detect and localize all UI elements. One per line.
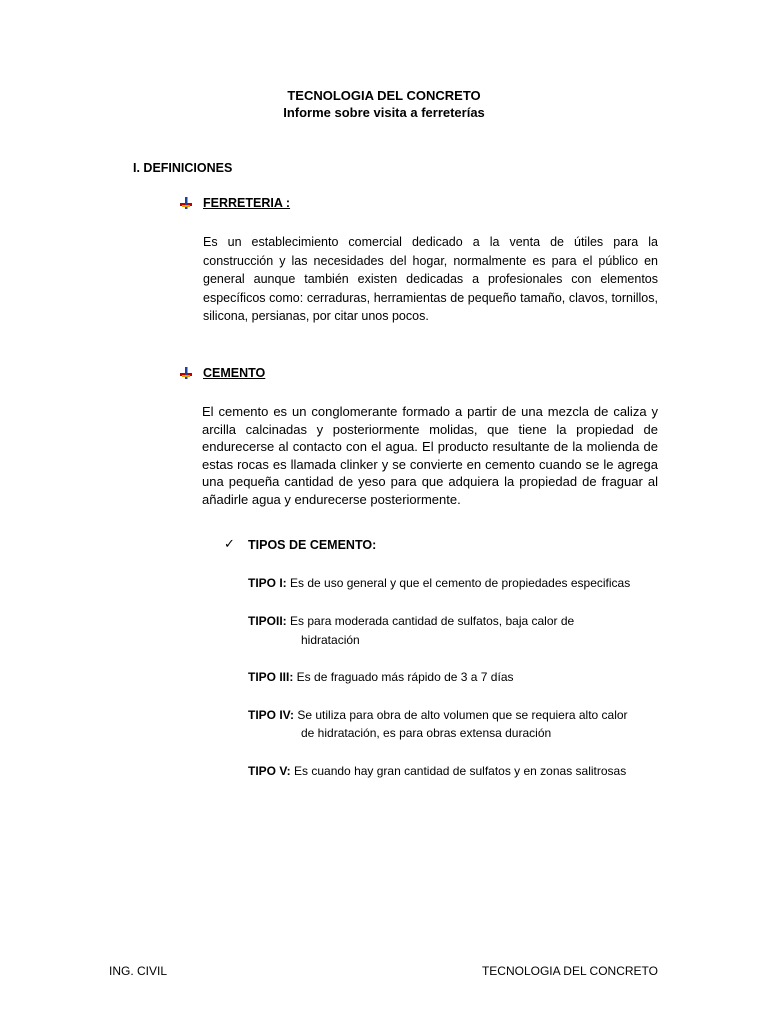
tipo-item: TIPO V: Es cuando hay gran cantidad de sulfatos y en zonas salitrosas (248, 764, 627, 778)
document-title: TECNOLOGIA DEL CONCRETO (287, 88, 481, 103)
cemento-label: CEMENTO (203, 366, 266, 380)
cemento-paragraph: El cemento es un conglomerante formado a partir de una mezcla de caliza y arcilla calcinadas y posteriormente molidas, que tiene la propiedad de endurecerse al contacto con el agua. El producto resultante de la molienda de estas rocas es llamada clinker y se convierte en cemento cuando se le agrega una pequeña cantidad de yeso para que adquiera la propiedad de fraguar al añadirle agua y endurecerse posteriormente. (202, 404, 658, 507)
bullet-icon (179, 366, 193, 380)
ferreteria-paragraph: Es un establecimiento comercial dedicado a la venta de útiles para la construcción y las necesidades del hogar, normalmente es para el público en general aunque también existen dedicadas a profesionales con elementos específicos como: cerraduras, herramientas de pequeño tamaño, clavos, tornillos, silicona, persianas, por citar unos pocos. (203, 235, 658, 323)
document-subtitle: Informe sobre visita a ferreterías (283, 105, 485, 120)
tipo-item-continuation: hidratación (301, 633, 360, 647)
check-icon: ✓ (224, 536, 235, 551)
section-heading: I. DEFINICIONES (133, 161, 233, 175)
tipo-item: TIPO III: Es de fraguado más rápido de 3 a 7 días (248, 670, 514, 684)
tipo-item: TIPO I: Es de uso general y que el cemento de propiedades especificas (248, 576, 631, 590)
ferreteria-label: FERRETERIA : (203, 196, 291, 210)
footer-left: ING. CIVIL (109, 964, 168, 978)
tipo-item-continuation: de hidratación, es para obras extensa duración (301, 726, 552, 740)
footer-right: TECNOLOGIA DEL CONCRETO (481, 964, 658, 978)
tipos-heading: TIPOS DE CEMENTO: (248, 538, 377, 552)
tipo-item: TIPOII: Es para moderada cantidad de sulfatos, baja calor de (248, 614, 575, 628)
tipo-item: TIPO IV: Se utiliza para obra de alto volumen que se requiera alto calor (248, 708, 628, 722)
bullet-icon (179, 196, 193, 210)
